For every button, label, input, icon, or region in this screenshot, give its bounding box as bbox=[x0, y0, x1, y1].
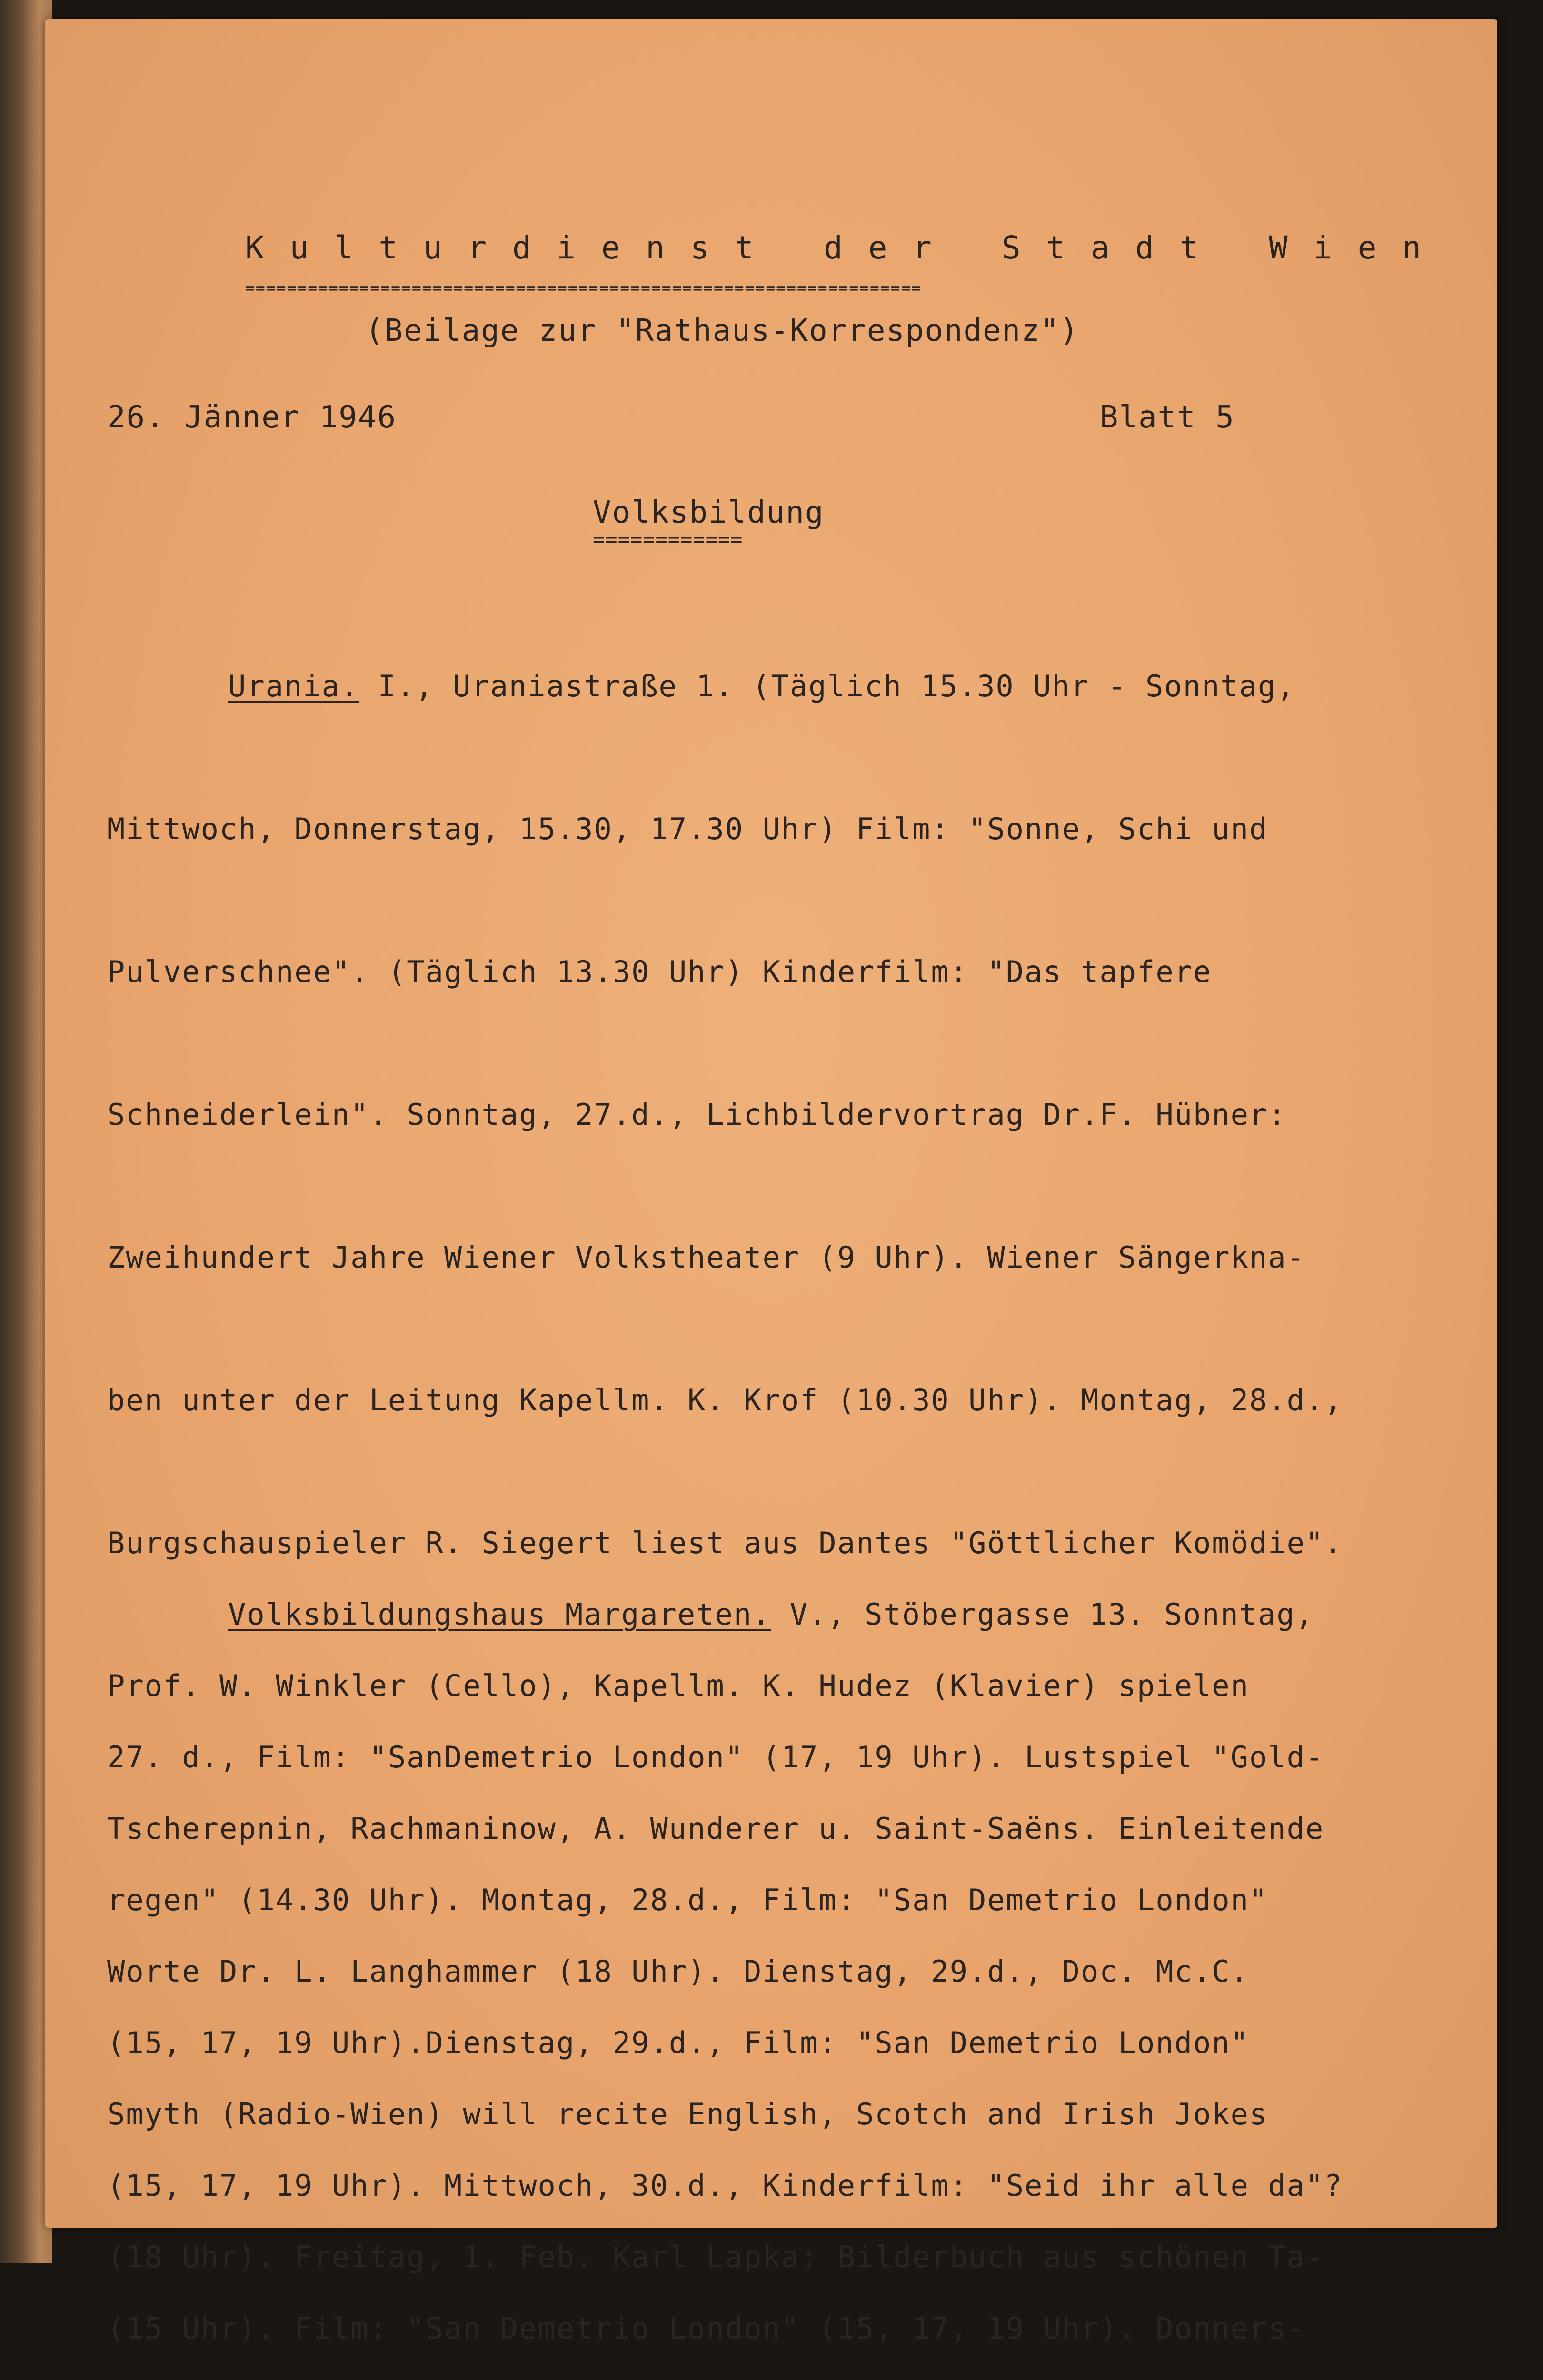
urania-name: Urania. bbox=[228, 669, 359, 704]
header-title-rule: ================================================================= bbox=[245, 278, 922, 297]
urania-line-11: (18 Uhr). Freitag, 1. Feb. Karl Lapka: Bilderbuch aus schönen Ta- bbox=[107, 2240, 1324, 2274]
urania-line-3: Schneiderlein". Sonntag, 27.d., Lichbildervortrag Dr.F. Hübner: bbox=[107, 1097, 1287, 1132]
urania-line-0: I., Uraniastraße 1. (Täglich 15.30 Uhr - Sonntag, bbox=[359, 669, 1295, 704]
header-subtitle: (Beilage zur "Rathaus-Korrespondenz") bbox=[365, 313, 1079, 348]
header-title: K u l t u r d i e n s t d e r S t a d t W i e n bbox=[245, 229, 1424, 266]
header-date: 26. Jänner 1946 bbox=[107, 400, 397, 435]
urania-line-9: Worte Dr. L. Langhammer (18 Uhr). Dienstag, 29.d., Doc. Mc.C. bbox=[107, 1954, 1249, 1989]
document-page bbox=[45, 19, 1497, 2346]
margareten-line-2: regen" (14.30 Uhr). Montag, 28.d., Film: "San Demetrio London" bbox=[107, 1883, 1268, 1917]
urania-line-8: Tscherepnin, Rachmaninow, A. Wunderer u. Saint-Saëns. Einleitende bbox=[107, 1811, 1324, 1846]
margareten-line-3: (15, 17, 19 Uhr).Dienstag, 29.d., Film: "San Demetrio London" bbox=[107, 2025, 1249, 2060]
urania-line-10: Smyth (Radio-Wien) will recite English, Scotch and Irish Jokes bbox=[107, 2097, 1268, 2132]
urania-line-5: ben unter der Leitung Kapellm. K. Krof (10.30 Uhr). Montag, 28.d., bbox=[107, 1383, 1343, 1418]
margareten-line-5: (15 Uhr). Film: "San Demetrio London" (15, 17, 19 Uhr). Donners- bbox=[107, 2311, 1305, 2346]
header-sheet: Blatt 5 bbox=[1100, 400, 1235, 435]
urania-line-1: Mittwoch, Donnerstag, 15.30, 17.30 Uhr) Film: "Sonne, Schi und bbox=[107, 812, 1268, 846]
margareten-name: Volksbildungshaus Margareten. bbox=[228, 1597, 771, 1632]
book-spine bbox=[0, 0, 52, 2263]
margareten-line-0: V., Stöbergasse 13. Sonntag, bbox=[771, 1597, 1314, 1632]
urania-line-6: Burgschauspieler R. Siegert liest aus Dantes "Göttlicher Komödie". bbox=[107, 1526, 1343, 1560]
urania-line-4: Zweihundert Jahre Wiener Volkstheater (9 Uhr). Wiener Sängerkna- bbox=[107, 1240, 1305, 1275]
margareten-line-4: (15, 17, 19 Uhr). Mittwoch, 30.d., Kinderfilm: "Seid ihr alle da"? bbox=[107, 2168, 1343, 2203]
section-heading: Volksbildung bbox=[593, 495, 825, 530]
urania-line-2: Pulverschnee". (Täglich 13.30 Uhr) Kinderfilm: "Das tapfere bbox=[107, 954, 1212, 989]
urania-line-7: Prof. W. Winkler (Cello), Kapellm. K. Hudez (Klavier) spielen bbox=[107, 1668, 1249, 1703]
margareten-line-1: 27. d., Film: "SanDemetrio London" (17, 19 Uhr). Lustspiel "Gold- bbox=[107, 1740, 1324, 1775]
margareten-paragraph bbox=[107, 1496, 1380, 2380]
section-heading-rule: ============ bbox=[593, 527, 743, 551]
